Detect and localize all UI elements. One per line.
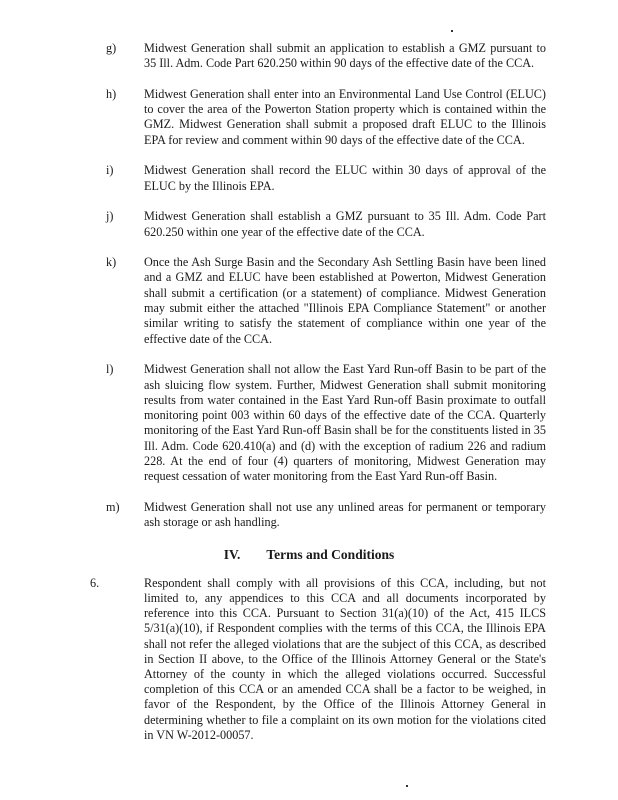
item-text: Midwest Generation shall not allow the East Yard Run-off Basin to be part of the ash sluicing flow system. Further, Midwest Generation shall submit monitoring results from water contained in the East Yard Run-off Basin proximate to outfall monitoring point 003 within 60 days of the effective date of the CCA. Quarterly monitoring of the East Yard Run-off Basin shall be for the constituents listed in 35 Ill. Adm. Code 620.410(a) and (d) with the exception of radium 226 and radium 228. At the end of four (4) quarters of monitoring, Midwest Generation may request cessation of water monitoring from the East Yard Run-off Basin. <box>144 362 546 484</box>
paragraph-text: Respondent shall comply with all provisions of this CCA, including, but not limited to, any appendices to this CCA and all documents incorporated by reference into this CCA. Pursuant to Section 31(a)(10) of the Act, 415 ILCS 5/31(a)(10), if Respondent complies with the terms of this CCA, the Illinois EPA shall not refer the alleged violations that are the subject of this CCA, as described in Section II above, to the Office of the Illinois Attorney General or the State's Attorney of the county in which the alleged violations occurred. Successful completion of this CCA or an amended CCA shall be a factor to be weighed, in favor of the Respondent, by the Office of the Illinois Attorney General in determining whether to file a complaint on its own motion for the violations cited in VN W-2012-00057. <box>144 575 546 742</box>
item-text: Midwest Generation shall establish a GMZ pursuant to 35 Ill. Adm. Code Part 620.250 within one year of the effective date of the CCA. <box>144 209 546 239</box>
list-item-h <box>106 87 546 148</box>
item-label: g) <box>106 41 117 55</box>
item-text: Midwest Generation shall record the ELUC within 30 days of approval of the ELUC by the Illinois EPA. <box>144 163 546 193</box>
item-label: j) <box>106 209 114 224</box>
item-text: Midwest Generation shall not use any unlined areas for permanent or temporary ash storage or ash handling. <box>144 499 546 530</box>
section-number: IV. <box>223 546 241 562</box>
list-item-m <box>106 500 546 531</box>
paragraph-label: 6. <box>90 575 100 590</box>
item-label: h) <box>106 86 117 101</box>
scan-speck <box>406 785 408 787</box>
item-label: l) <box>106 362 114 377</box>
section-title: Terms and Conditions <box>266 546 395 562</box>
list-item-i <box>106 163 546 194</box>
scan-speck <box>451 30 453 32</box>
item-label: m) <box>106 499 120 514</box>
list-item-j <box>106 209 546 240</box>
list-item-g <box>106 41 546 72</box>
item-label: i) <box>106 163 114 178</box>
item-text: Once the Ash Surge Basin and the Secondary Ash Settling Basin have been lined and a GMZ and ELUC have been established at Powerton, Midwest Generation shall submit a certification (or a statement) of compliance. Midwest Generation may submit either the attached "Illinois EPA Compliance Statement" or another similar writing to satisfy the statement of compliance within one year of the effective date of the CCA. <box>144 255 546 346</box>
item-label: k) <box>106 255 117 270</box>
list-item-l <box>106 362 546 484</box>
section-heading <box>0 546 618 564</box>
item-text: Midwest Generation shall submit an application to establish a GMZ pursuant to 35 Ill. Adm. Code Part 620.250 within 90 days of the effective date of the CCA. <box>144 41 546 71</box>
list-item-k <box>106 255 546 347</box>
paragraph-6 <box>90 576 546 743</box>
item-text: Midwest Generation shall enter into an Environmental Land Use Control (ELUC) to cover the area of the Powerton Station property which is contained within the GMZ. Midwest Generation shall submit a proposed draft ELUC to the Illinois EPA for review and comment within 90 days of the effective date of the CCA. <box>144 86 546 147</box>
